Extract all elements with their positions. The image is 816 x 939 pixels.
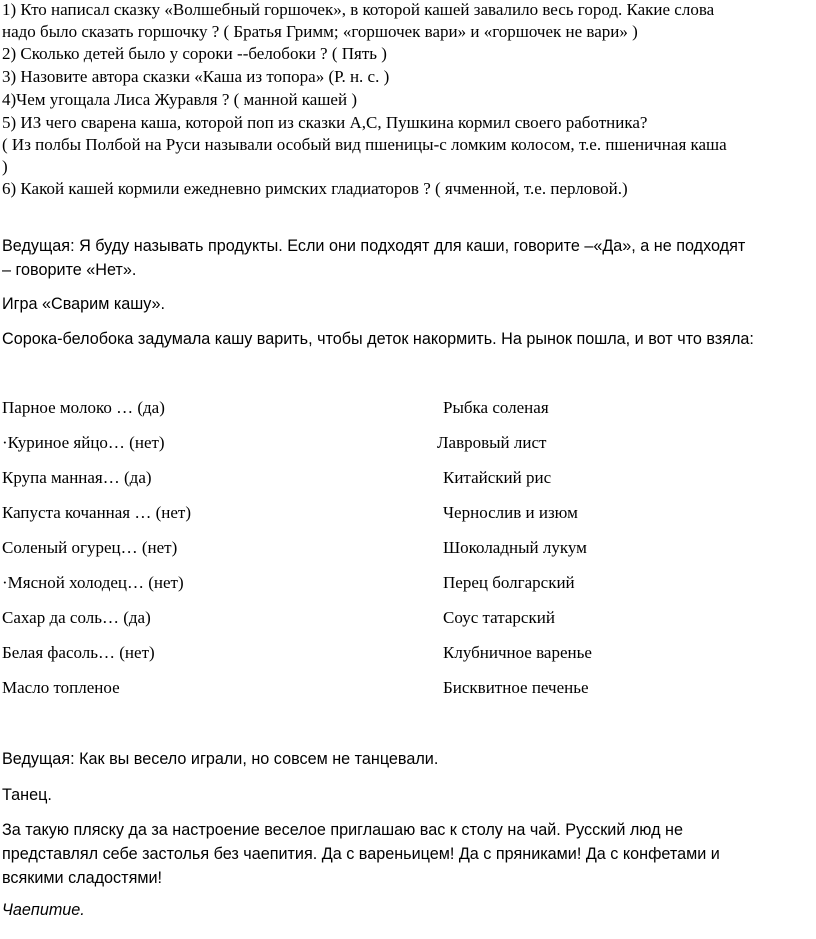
product-right-7: Соус татарский [443,608,555,627]
product-right-2: Лавровый лист [437,433,547,452]
product-left-8: Белая фасоль… (нет) [2,643,155,662]
product-left-2: ·Куриное яйцо… (нет) [2,433,165,452]
dance-label: Танец. [2,786,52,804]
product-right-5: Шоколадный лукум [443,538,587,557]
host-intro [2,234,814,282]
tea-invite [2,818,814,890]
question-5-answer-line-2: ) [2,157,8,176]
tea-invite-line-1: За такую пляску да за настроение веселое приглашаю вас к столу на чай. Русский люд не [2,821,683,839]
tea-invite-line-2: представлял себе застолья без чаепития. Да с вареньицем! Да с пряниками! Да с конфетами и [2,845,720,863]
game-title: Игра «Сварим кашу». [2,295,166,313]
question-1-line-2: надо было сказать горшочку ? ( Братья Гримм; «горшочек вари» и «горшочек не вари» ) [2,22,638,41]
question-6: 6) Какой кашей кормили ежедневно римских гладиаторов ? ( ячменной, т.е. перловой.) [2,179,628,198]
product-right-6: Перец болгарский [443,573,575,592]
product-left-7: Сахар да соль… (да) [2,608,151,627]
magpie-text: Сорока-белобока задумала кашу варить, чтобы деток накормить. На рынок пошла, и вот что взяла: [2,330,754,348]
product-right-8: Клубничное варенье [443,643,592,662]
product-right-9: Бисквитное печенье [443,678,589,697]
product-left-3: Крупа манная… (да) [2,468,152,487]
question-4: 4)Чем угощала Лиса Журавля ? ( манной кашей ) [2,90,357,109]
product-left-5: Соленый огурец… (нет) [2,538,178,557]
question-5-answer-line-1: ( Из полбы Полбой на Руси называли особый вид пшеницы-с ломким колосом, т.е. пшеничная каша [2,135,727,154]
host-intro-line-2: – говорите «Нет». [2,261,137,279]
question-5: 5) ИЗ чего сварена каша, которой поп из сказки А,С, Пушкина кормил своего работника? [2,113,648,132]
product-right-3: Китайский рис [443,468,552,487]
product-right-1: Рыбка соленая [443,398,549,417]
product-left-4: Капуста кочанная … (нет) [2,503,192,522]
product-right-4: Чернослив и изюм [443,503,578,522]
tea-party-label: Чаепитие. [2,901,85,919]
question-1-line-1: 1) Кто написал сказку «Волшебный горшочек», в которой кашей завалило весь город. Какие слова [2,0,715,19]
question-2: 2) Сколько детей было у сороки --белобоки ? ( Пять ) [2,44,387,63]
host-dance: Ведущая: Как вы весело играли, но совсем не танцевали. [2,750,439,768]
tea-invite-line-3: всякими сладостями! [2,869,163,887]
host-intro-line-1: Ведущая: Я буду называть продукты. Если они подходят для каши, говорите –«Да», а не подходят [2,237,746,255]
product-left-1: Парное молоко … (да) [2,398,165,417]
product-left-9: Масло топленое [2,678,120,697]
product-left-6: ·Мясной холодец… (нет) [2,573,184,592]
question-3: 3) Назовите автора сказки «Каша из топора» (Р. н. с. ) [2,67,390,86]
